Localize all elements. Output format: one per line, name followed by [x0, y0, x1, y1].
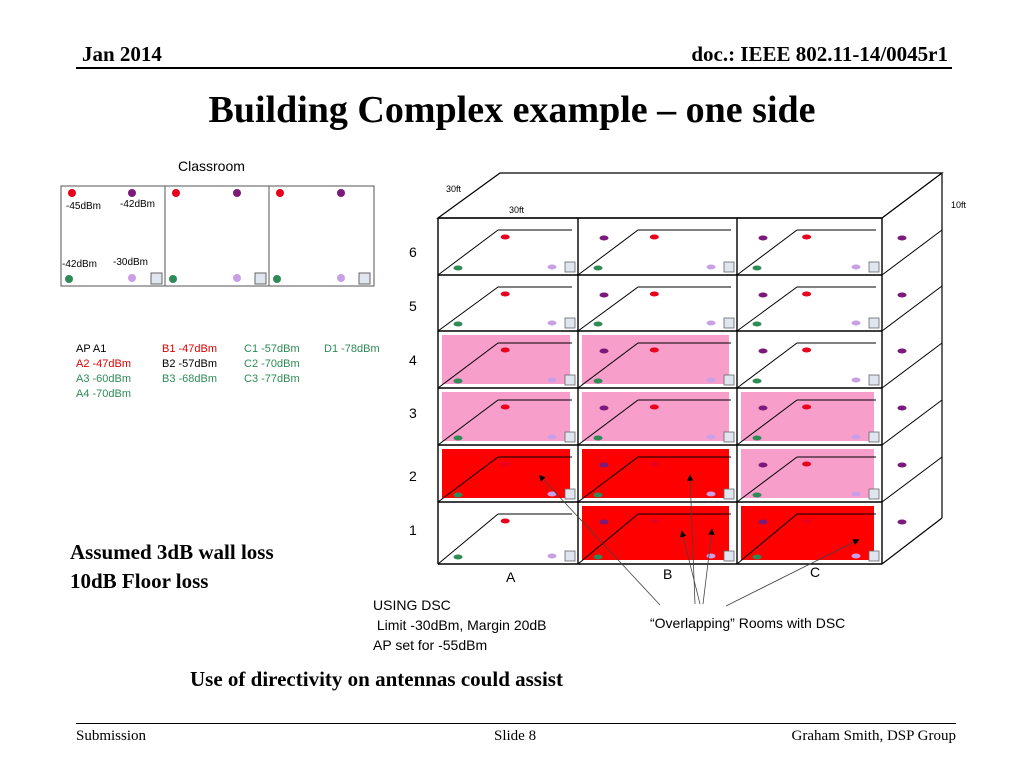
- ap-purple-marker: [898, 293, 907, 298]
- ap-box-marker: [565, 489, 575, 499]
- room-fill: [582, 392, 729, 441]
- legend-entry: A4 -70dBm: [76, 388, 132, 400]
- ap-green-marker: [594, 436, 603, 441]
- dsc-notes: [373, 595, 547, 655]
- room-perspective-line: [438, 287, 498, 331]
- ap-red-marker: [650, 235, 659, 240]
- ap-box-marker: [565, 375, 575, 385]
- ap-green-marker: [753, 322, 762, 327]
- ap-purple-marker: [600, 463, 609, 468]
- ap-lilac-marker: [548, 378, 557, 383]
- ap-purple-marker: [898, 406, 907, 411]
- ap-red-marker: [650, 292, 659, 297]
- ap-lilac-marker: [852, 554, 861, 559]
- ap-red-marker: [802, 462, 811, 467]
- ap-purple-marker: [759, 520, 768, 525]
- ap-box-marker: [869, 318, 879, 328]
- ap-green-marker: [454, 266, 463, 271]
- floor-label: 2: [409, 468, 417, 484]
- ap-box-marker: [565, 262, 575, 272]
- ap-purple-marker: [759, 293, 768, 298]
- ap-lilac-marker: [548, 435, 557, 440]
- ap-box-marker: [869, 432, 879, 442]
- ap-purple-marker: [898, 520, 907, 525]
- ap-lilac-marker: [707, 378, 716, 383]
- dsc-note-line: Limit -30dBm, Margin 20dB: [373, 617, 547, 633]
- room-perspective-line: [737, 230, 797, 275]
- legend-entry: B3 -68dBm: [162, 373, 218, 385]
- classroom-level-label: -30dBm: [113, 257, 149, 268]
- ap-box-marker: [724, 551, 734, 561]
- ap-lilac-marker: [707, 554, 716, 559]
- ap-red-marker: [802, 292, 811, 297]
- ap-box-marker: [724, 375, 734, 385]
- legend-entry: C1 -57dBm: [244, 343, 300, 355]
- header-date: Jan 2014: [82, 42, 162, 66]
- ap-purple-marker: [600, 293, 609, 298]
- ap-box-marker: [724, 318, 734, 328]
- ap-box-marker: [869, 489, 879, 499]
- ap-purple-marker: [600, 349, 609, 354]
- column-label-c: C: [810, 564, 821, 580]
- legend-entry: C2 -70dBm: [244, 358, 300, 370]
- legend-entry: A3 -60dBm: [76, 373, 132, 385]
- footer-rule: [76, 723, 956, 724]
- ap-lilac-marker: [548, 265, 557, 270]
- ap-red-marker: [501, 462, 510, 467]
- ap-lilac-marker: [852, 492, 861, 497]
- ap-purple-marker: [600, 520, 609, 525]
- wall-loss-text: Assumed 3dB wall loss: [70, 540, 274, 564]
- ap-red-marker: [802, 348, 811, 353]
- dsc-note-line: USING DSC: [373, 597, 451, 613]
- ap-purple-marker: [759, 406, 768, 411]
- ap-box-marker: [869, 375, 879, 385]
- dsc-note-line: AP set for -55dBm: [373, 637, 488, 653]
- overlapping-rooms-label: “Overlapping” Rooms with DSC: [650, 615, 846, 631]
- ap-box-marker: [724, 432, 734, 442]
- floor-loss-text: 10dB Floor loss: [70, 569, 209, 593]
- ap-box-marker: [869, 551, 879, 561]
- footer-author: Graham Smith, DSP Group: [791, 728, 956, 744]
- ap-red-marker: [802, 519, 811, 524]
- ap-lilac-marker: [548, 554, 557, 559]
- directivity-note: Use of directivity on antennas could assist: [190, 667, 563, 691]
- slide-title: Building Complex example – one side: [208, 89, 816, 131]
- ap-red-marker: [650, 519, 659, 524]
- ap-purple-marker: [898, 236, 907, 241]
- ap-green-marker: [454, 555, 463, 560]
- classroom-level-label: -45dBm: [66, 201, 102, 212]
- ap-green-marker: [454, 322, 463, 327]
- ap-lilac-marker: [548, 321, 557, 326]
- ap-green-marker: [753, 379, 762, 384]
- room-fill: [741, 449, 874, 498]
- ap-lilac-marker: [852, 265, 861, 270]
- floor-receding-line: [882, 230, 942, 275]
- ap-green-marker: [753, 436, 762, 441]
- classroom-level-label: -42dBm: [62, 259, 98, 270]
- room-perspective-line: [578, 287, 638, 331]
- column-label-a: A: [506, 569, 516, 585]
- floor-receding-line: [882, 400, 942, 445]
- room-fill: [442, 335, 570, 384]
- ap-lilac-marker: [707, 492, 716, 497]
- ap-lilac-marker: [707, 435, 716, 440]
- ap-lilac-marker: [852, 321, 861, 326]
- room-fill: [741, 392, 874, 441]
- ap-red-marker: [501, 235, 510, 240]
- room-fill: [442, 392, 570, 441]
- ap-green-marker: [454, 436, 463, 441]
- ap-red-marker: [501, 292, 510, 297]
- ap-lilac-marker: [852, 378, 861, 383]
- ap-purple-marker: [600, 236, 609, 241]
- legend-entry: B1 -47dBm: [162, 343, 218, 355]
- classroom-label: Classroom: [178, 158, 245, 174]
- ap-green-marker: [753, 266, 762, 271]
- ap-red-marker: [802, 235, 811, 240]
- ap-lilac-marker: [707, 265, 716, 270]
- footer-slide-number: Slide 8: [494, 728, 537, 744]
- room-perspective-line: [737, 287, 797, 331]
- legend-entry: A2 -47dBm: [76, 358, 132, 370]
- ap-green-marker: [594, 379, 603, 384]
- ap-red-marker: [501, 348, 510, 353]
- ap-lilac-marker: [707, 321, 716, 326]
- ap-purple-marker: [759, 463, 768, 468]
- room-perspective-line: [438, 514, 498, 564]
- ap-purple-marker: [898, 349, 907, 354]
- floor-label: 4: [409, 352, 417, 368]
- legend-entry: B2 -57dBm: [162, 358, 218, 370]
- ap-green-marker: [454, 493, 463, 498]
- ap-green-marker: [753, 493, 762, 498]
- ap-purple-marker: [759, 349, 768, 354]
- ap-purple-marker: [600, 406, 609, 411]
- column-label-b: B: [663, 566, 673, 582]
- footer-submission: Submission: [76, 728, 147, 744]
- room-fill: [582, 335, 729, 384]
- floor-receding-line: [882, 286, 942, 331]
- room-fill: [442, 449, 570, 498]
- dimension-height-label: 10ft: [951, 200, 967, 210]
- legend-entry: C3 -77dBm: [244, 373, 300, 385]
- ap-green-marker: [753, 555, 762, 560]
- floor-receding-line: [882, 457, 942, 502]
- ap-box-marker: [565, 432, 575, 442]
- legend-entry: D1 -78dBm: [324, 343, 380, 355]
- room-perspective-line: [438, 230, 498, 275]
- frame-edge: [882, 518, 942, 564]
- ap-box-marker: [724, 262, 734, 272]
- ap-red-marker: [802, 405, 811, 410]
- room-fill: [582, 449, 729, 498]
- ap-green-marker: [594, 266, 603, 271]
- ap-red-marker: [650, 348, 659, 353]
- header-doc-id: doc.: IEEE 802.11-14/0045r1: [691, 42, 948, 66]
- classroom-level-label: -42dBm: [120, 199, 156, 210]
- ap-red-marker: [501, 405, 510, 410]
- room-perspective-line: [737, 343, 797, 388]
- ap-red-marker: [650, 462, 659, 467]
- ap-green-marker: [594, 493, 603, 498]
- dimension-inner-label: 30ft: [509, 205, 525, 215]
- floor-receding-line: [882, 343, 942, 388]
- ap-red-marker: [501, 519, 510, 524]
- ap-purple-marker: [759, 236, 768, 241]
- dimension-top-label: 30ft: [446, 184, 462, 194]
- floor-label: 5: [409, 298, 417, 314]
- ap-green-marker: [594, 555, 603, 560]
- ap-lilac-marker: [852, 435, 861, 440]
- floor-label: 3: [409, 405, 417, 421]
- floor-label: 6: [409, 244, 417, 260]
- ap-green-marker: [594, 322, 603, 327]
- ap-box-marker: [869, 262, 879, 272]
- room-perspective-line: [578, 230, 638, 275]
- ap-box-marker: [565, 318, 575, 328]
- ap-purple-marker: [898, 463, 907, 468]
- floor-label: 1: [409, 522, 417, 538]
- ap-box-marker: [565, 551, 575, 561]
- ap-red-marker: [650, 405, 659, 410]
- legend-entry: AP A1: [76, 343, 107, 355]
- ap-box-marker: [724, 489, 734, 499]
- ap-green-marker: [454, 379, 463, 384]
